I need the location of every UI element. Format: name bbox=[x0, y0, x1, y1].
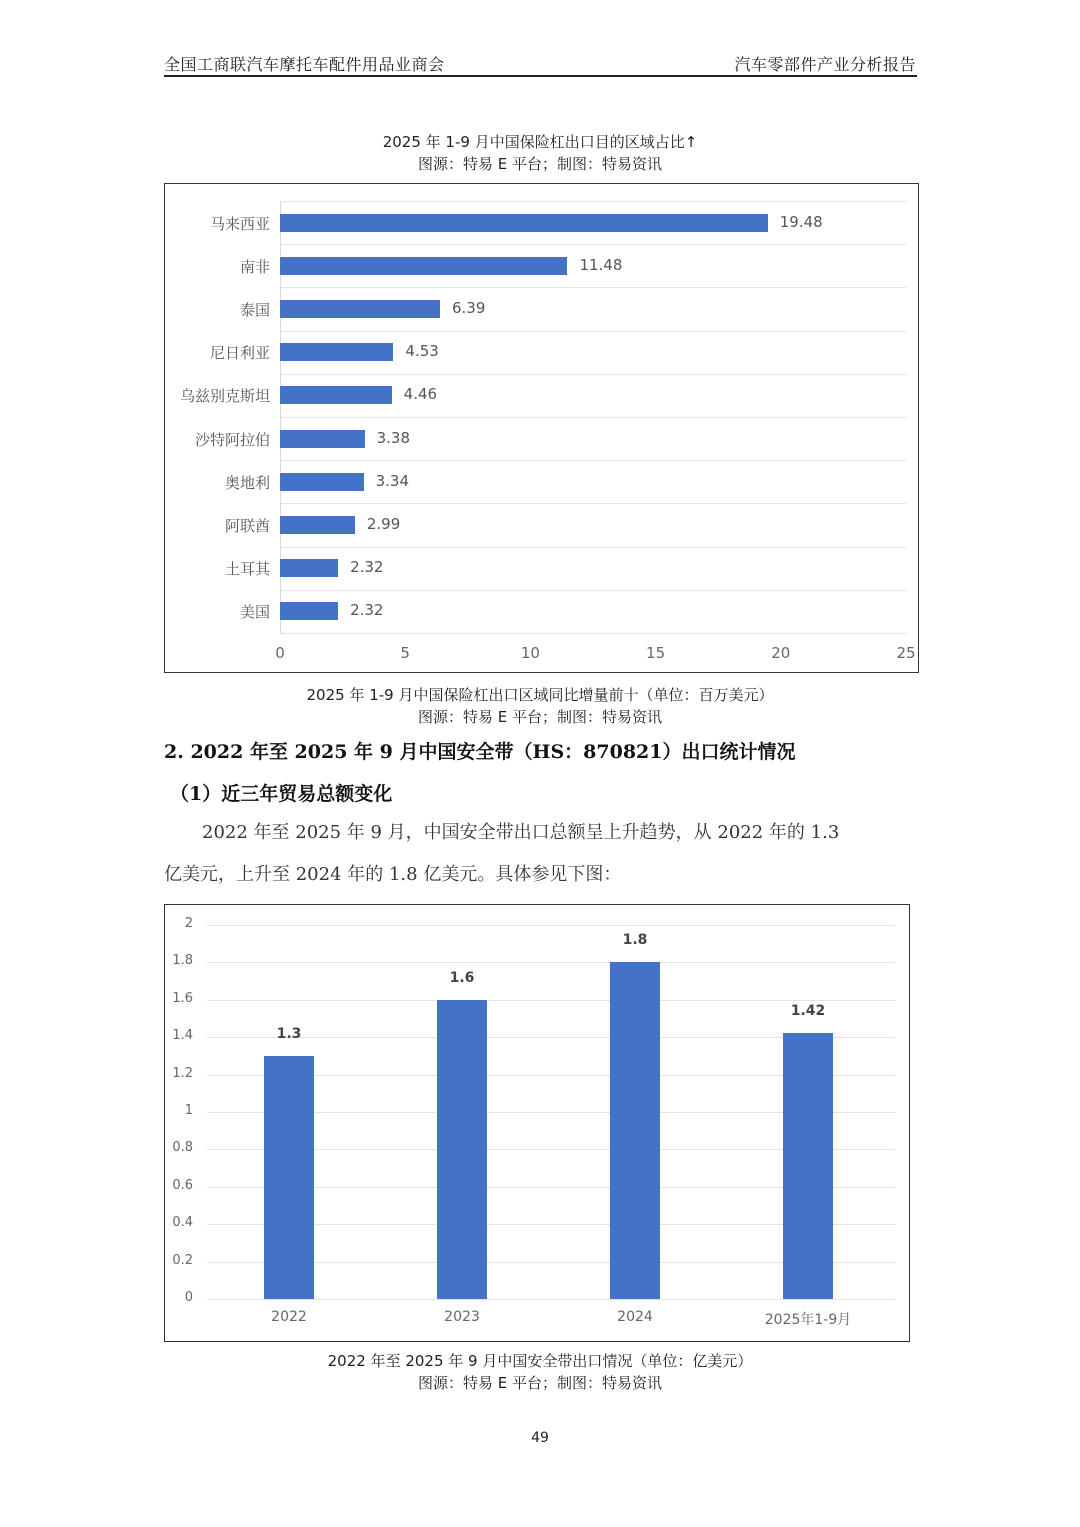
bar bbox=[280, 386, 392, 404]
category-label: 马来西亚 bbox=[209, 214, 270, 233]
gridline bbox=[280, 633, 906, 634]
gridline bbox=[280, 287, 906, 288]
data-label: 3.34 bbox=[375, 471, 410, 490]
bar bbox=[280, 430, 365, 448]
gridline bbox=[207, 1000, 895, 1001]
bar bbox=[280, 257, 567, 275]
y-tick-label: 1.6 bbox=[172, 990, 193, 1006]
gridline bbox=[280, 331, 906, 332]
data-label: 11.48 bbox=[579, 255, 623, 274]
chart1-top-source: 图源：特易 E 平台；制图：特易资讯 bbox=[417, 155, 662, 173]
y-tick-label: 0.8 bbox=[172, 1140, 193, 1156]
bar bbox=[280, 516, 355, 534]
category-label: 泰国 bbox=[239, 301, 270, 319]
y-tick-label: 1.8 bbox=[172, 953, 193, 969]
x-tick-label: 0 bbox=[275, 644, 285, 662]
category-label: 南非 bbox=[239, 257, 270, 276]
chart1-bottom-title: 2025 年 1-9 月中国保险杠出口区域同比增量前十（单位：百万美元） bbox=[306, 686, 774, 704]
header-organization: 全国工商联汽车摩托车配件用品业商会 bbox=[164, 55, 445, 74]
data-label: 19.48 bbox=[779, 212, 823, 231]
data-label: 1.3 bbox=[276, 1025, 302, 1042]
bar bbox=[280, 343, 393, 361]
gridline bbox=[280, 244, 906, 245]
category-label: 沙特阿拉伯 bbox=[194, 430, 270, 449]
chart1-bottom-source: 图源：特易 E 平台；制图：特易资讯 bbox=[417, 708, 662, 726]
data-label: 2.32 bbox=[350, 558, 384, 577]
header-report-title: 汽车零部件产业分析报告 bbox=[734, 55, 916, 74]
gridline bbox=[207, 1299, 895, 1300]
x-tick-label: 10 bbox=[520, 644, 540, 662]
chart1-top-title: 2025 年 1-9 月中国保险杠出口目的区域占比↑ bbox=[382, 133, 698, 151]
data-label: 2.32 bbox=[350, 601, 384, 620]
gridline bbox=[207, 962, 895, 963]
x-tick-label: 2024 bbox=[617, 1309, 653, 1325]
bar bbox=[280, 602, 338, 620]
data-label: 1.42 bbox=[790, 1003, 826, 1020]
x-tick-label: 2023 bbox=[444, 1309, 480, 1325]
gridline bbox=[280, 503, 906, 504]
paragraph-line-2: 亿美元，上升至 2024 年的 1.8 亿美元。具体参见下图： bbox=[164, 864, 622, 885]
data-label: 1.6 bbox=[449, 969, 475, 986]
bar bbox=[437, 1000, 487, 1299]
data-label: 3.38 bbox=[376, 428, 411, 447]
category-label: 美国 bbox=[239, 603, 270, 622]
bar bbox=[610, 962, 660, 1299]
chart2-source: 图源：特易 E 平台；制图：特易资讯 bbox=[417, 1374, 662, 1392]
vertical-bar-chart bbox=[164, 904, 910, 1342]
page-number: 49 bbox=[531, 1430, 549, 1446]
y-tick-label: 1.4 bbox=[172, 1028, 193, 1044]
data-label: 1.8 bbox=[622, 932, 648, 949]
section-heading: 2. 2022 年至 2025 年 9 月中国安全带（HS：870821）出口统计情况 bbox=[164, 741, 796, 763]
x-tick-label: 2022 bbox=[271, 1309, 307, 1325]
gridline bbox=[280, 417, 906, 418]
data-label: 2.99 bbox=[366, 515, 401, 533]
bar bbox=[783, 1033, 833, 1299]
paragraph-line-1: 2022 年至 2025 年 9 月，中国安全带出口总额呈上升趋势，从 2022 年的 1.3 bbox=[202, 822, 840, 843]
section-subheading: （1）近三年贸易总额变化 bbox=[170, 783, 393, 805]
gridline bbox=[207, 925, 895, 926]
bar bbox=[280, 300, 440, 318]
gridline bbox=[280, 201, 906, 202]
category-label: 阿联酋 bbox=[224, 517, 270, 535]
data-label: 6.39 bbox=[452, 299, 486, 317]
gridline bbox=[280, 460, 906, 461]
y-tick-label: 0.4 bbox=[172, 1215, 193, 1231]
y-tick-label: 2 bbox=[184, 916, 193, 931]
x-tick-label: 2025年1-9月 bbox=[764, 1312, 852, 1328]
y-tick-label: 0.6 bbox=[172, 1177, 193, 1193]
y-tick-label: 1 bbox=[184, 1103, 193, 1118]
bar bbox=[280, 559, 338, 577]
x-tick-label: 5 bbox=[400, 644, 410, 662]
y-tick-label: 1.2 bbox=[172, 1065, 193, 1081]
y-tick-label: 0.2 bbox=[172, 1252, 193, 1268]
bar bbox=[280, 214, 768, 232]
bar bbox=[264, 1056, 314, 1299]
bar bbox=[280, 473, 364, 491]
chart2-title: 2022 年至 2025 年 9 月中国安全带出口情况（单位：亿美元） bbox=[327, 1352, 753, 1370]
category-label: 土耳其 bbox=[224, 560, 270, 579]
data-label: 4.46 bbox=[403, 385, 438, 404]
gridline bbox=[280, 547, 906, 548]
category-label: 奥地利 bbox=[224, 473, 270, 492]
x-tick-label: 20 bbox=[771, 644, 791, 662]
gridline bbox=[280, 374, 906, 375]
header-divider bbox=[164, 75, 917, 77]
data-label: 4.53 bbox=[405, 342, 439, 361]
x-tick-label: 15 bbox=[646, 644, 666, 662]
y-tick-label: 0 bbox=[184, 1290, 193, 1305]
horizontal-bar-chart bbox=[164, 183, 919, 673]
x-tick-label: 25 bbox=[896, 644, 916, 662]
category-label: 乌兹别克斯坦 bbox=[179, 387, 270, 406]
gridline bbox=[280, 590, 906, 591]
category-label: 尼日利亚 bbox=[209, 344, 270, 363]
